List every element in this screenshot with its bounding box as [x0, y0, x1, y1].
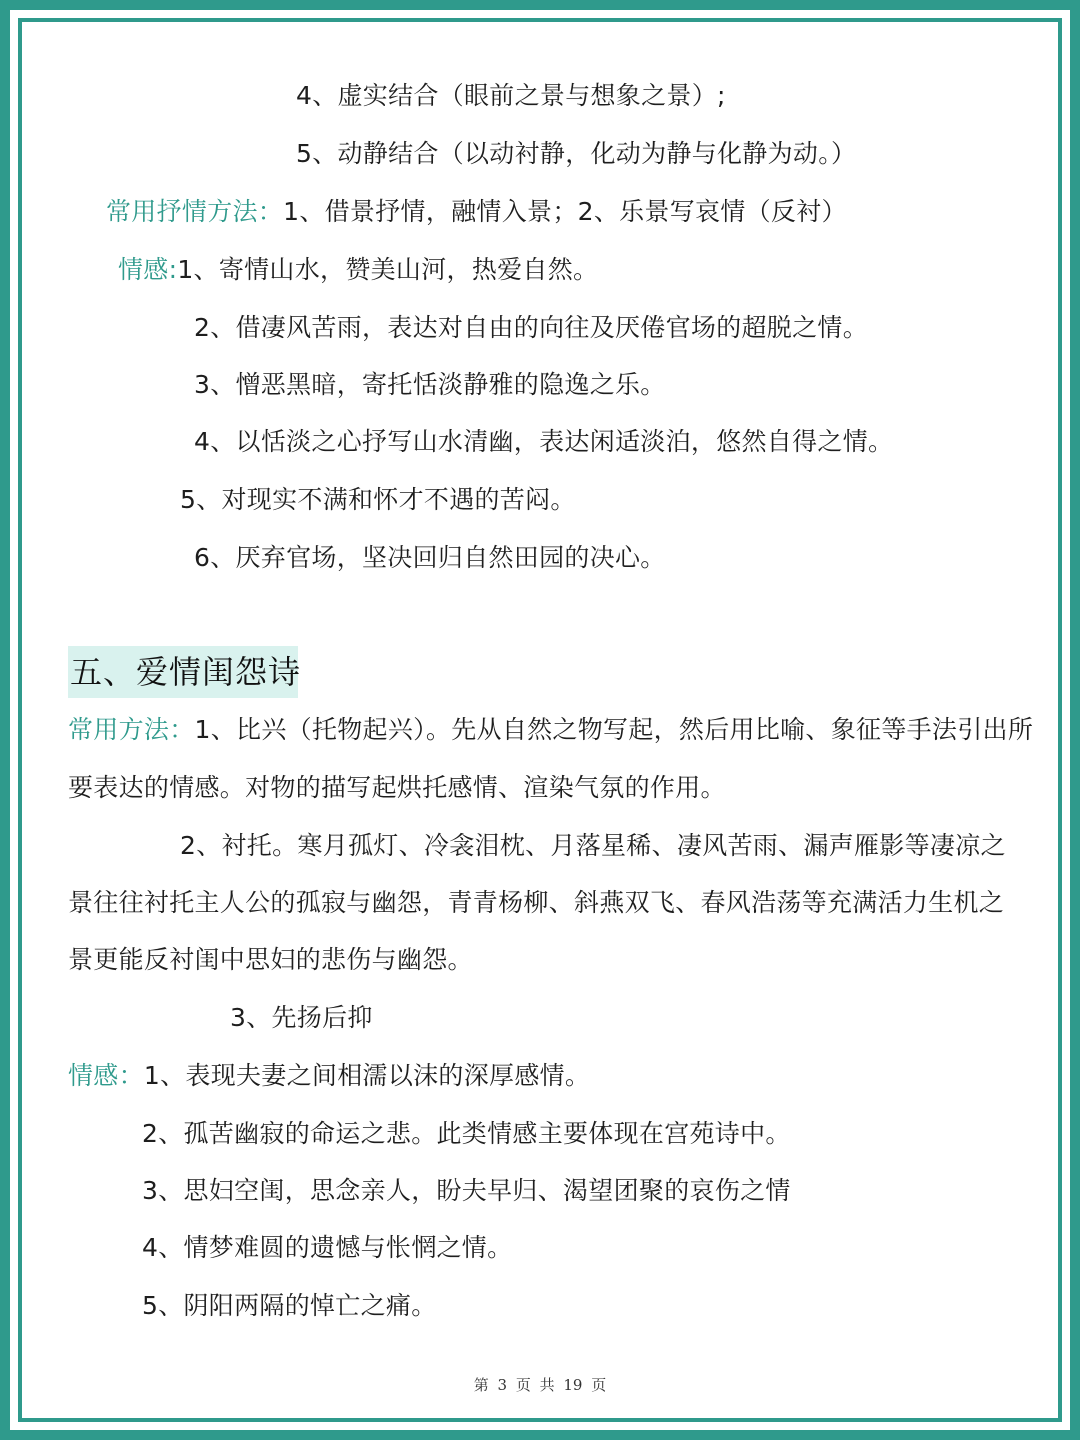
page-number: 第 3 页 共 19 页: [473, 1376, 607, 1394]
method-text: 2、衬托。寒月孤灯、冷衾泪枕、月落星稀、凄风苦雨、漏声雁影等凄凉之: [180, 831, 1006, 860]
method-label: 常用方法：: [68, 715, 195, 744]
emotion-line: [68, 1060, 590, 1092]
section-heading: 五、爱情闺怨诗: [70, 653, 302, 691]
emotion-item: 2、孤苦幽寂的命运之悲。此类情感主要体现在宫苑诗中。: [142, 1119, 791, 1148]
text-line: 4、虚实结合（眼前之景与想象之景）;: [296, 81, 726, 110]
emotion-item: 1、寄情山水，赞美山河，热爱自然。: [177, 255, 599, 284]
emotion-label: 情感:: [118, 255, 178, 284]
text-line: 5、动静结合（以动衬静，化动为静与化静为动。）: [296, 139, 857, 168]
method-text: 3、先扬后抑: [230, 1003, 373, 1032]
emotion-label: 情感：: [68, 1061, 144, 1090]
emotion-item: 6、厌弃官场，坚决回归自然田园的决心。: [194, 543, 666, 572]
emotion-item: 3、憎恶黑暗，寄托恬淡静雅的隐逸之乐。: [194, 370, 666, 399]
emotion-item: 4、以恬淡之心抒写山水清幽，表达闲适淡泊，悠然自得之情。: [194, 427, 894, 456]
lyric-method-line: [106, 196, 847, 228]
emotion-item: 1、表现夫妻之间相濡以沫的深厚感情。: [143, 1061, 591, 1090]
emotion-item: 5、阴阳两隔的悼亡之痛。: [142, 1291, 437, 1320]
method-text: 景往往衬托主人公的孤寂与幽怨，青青杨柳、斜燕双飞、春风浩荡等充满活力生机之: [68, 888, 1005, 917]
method-text: 景更能反衬闺中思妇的悲伤与幽怨。: [68, 945, 473, 974]
emotion-item: 3、思妇空闺，思念亲人，盼夫早归、渴望团聚的哀伤之情: [142, 1176, 791, 1205]
lyric-method-text: 1、借景抒情，融情入景；2、乐景写哀情（反衬）: [283, 197, 847, 226]
document-page: [18, 18, 1062, 1422]
emotion-item: 2、借凄风苦雨，表达对自由的向往及厌倦官场的超脱之情。: [194, 313, 869, 342]
emotion-item: 4、情梦难圆的遗憾与怅惘之情。: [142, 1233, 513, 1262]
method-text: 要表达的情感。对物的描写起烘托感情、渲染气氛的作用。: [68, 773, 726, 802]
method-line: [68, 714, 1033, 746]
emotion-item: 5、对现实不满和怀才不遇的苦闷。: [180, 485, 576, 514]
emotion-line: [118, 254, 598, 286]
method-text: 1、比兴（托物起兴）。先从自然之物写起，然后用比喻、象征等手法引出所: [194, 715, 1034, 744]
lyric-method-label: 常用抒情方法：: [106, 197, 284, 226]
